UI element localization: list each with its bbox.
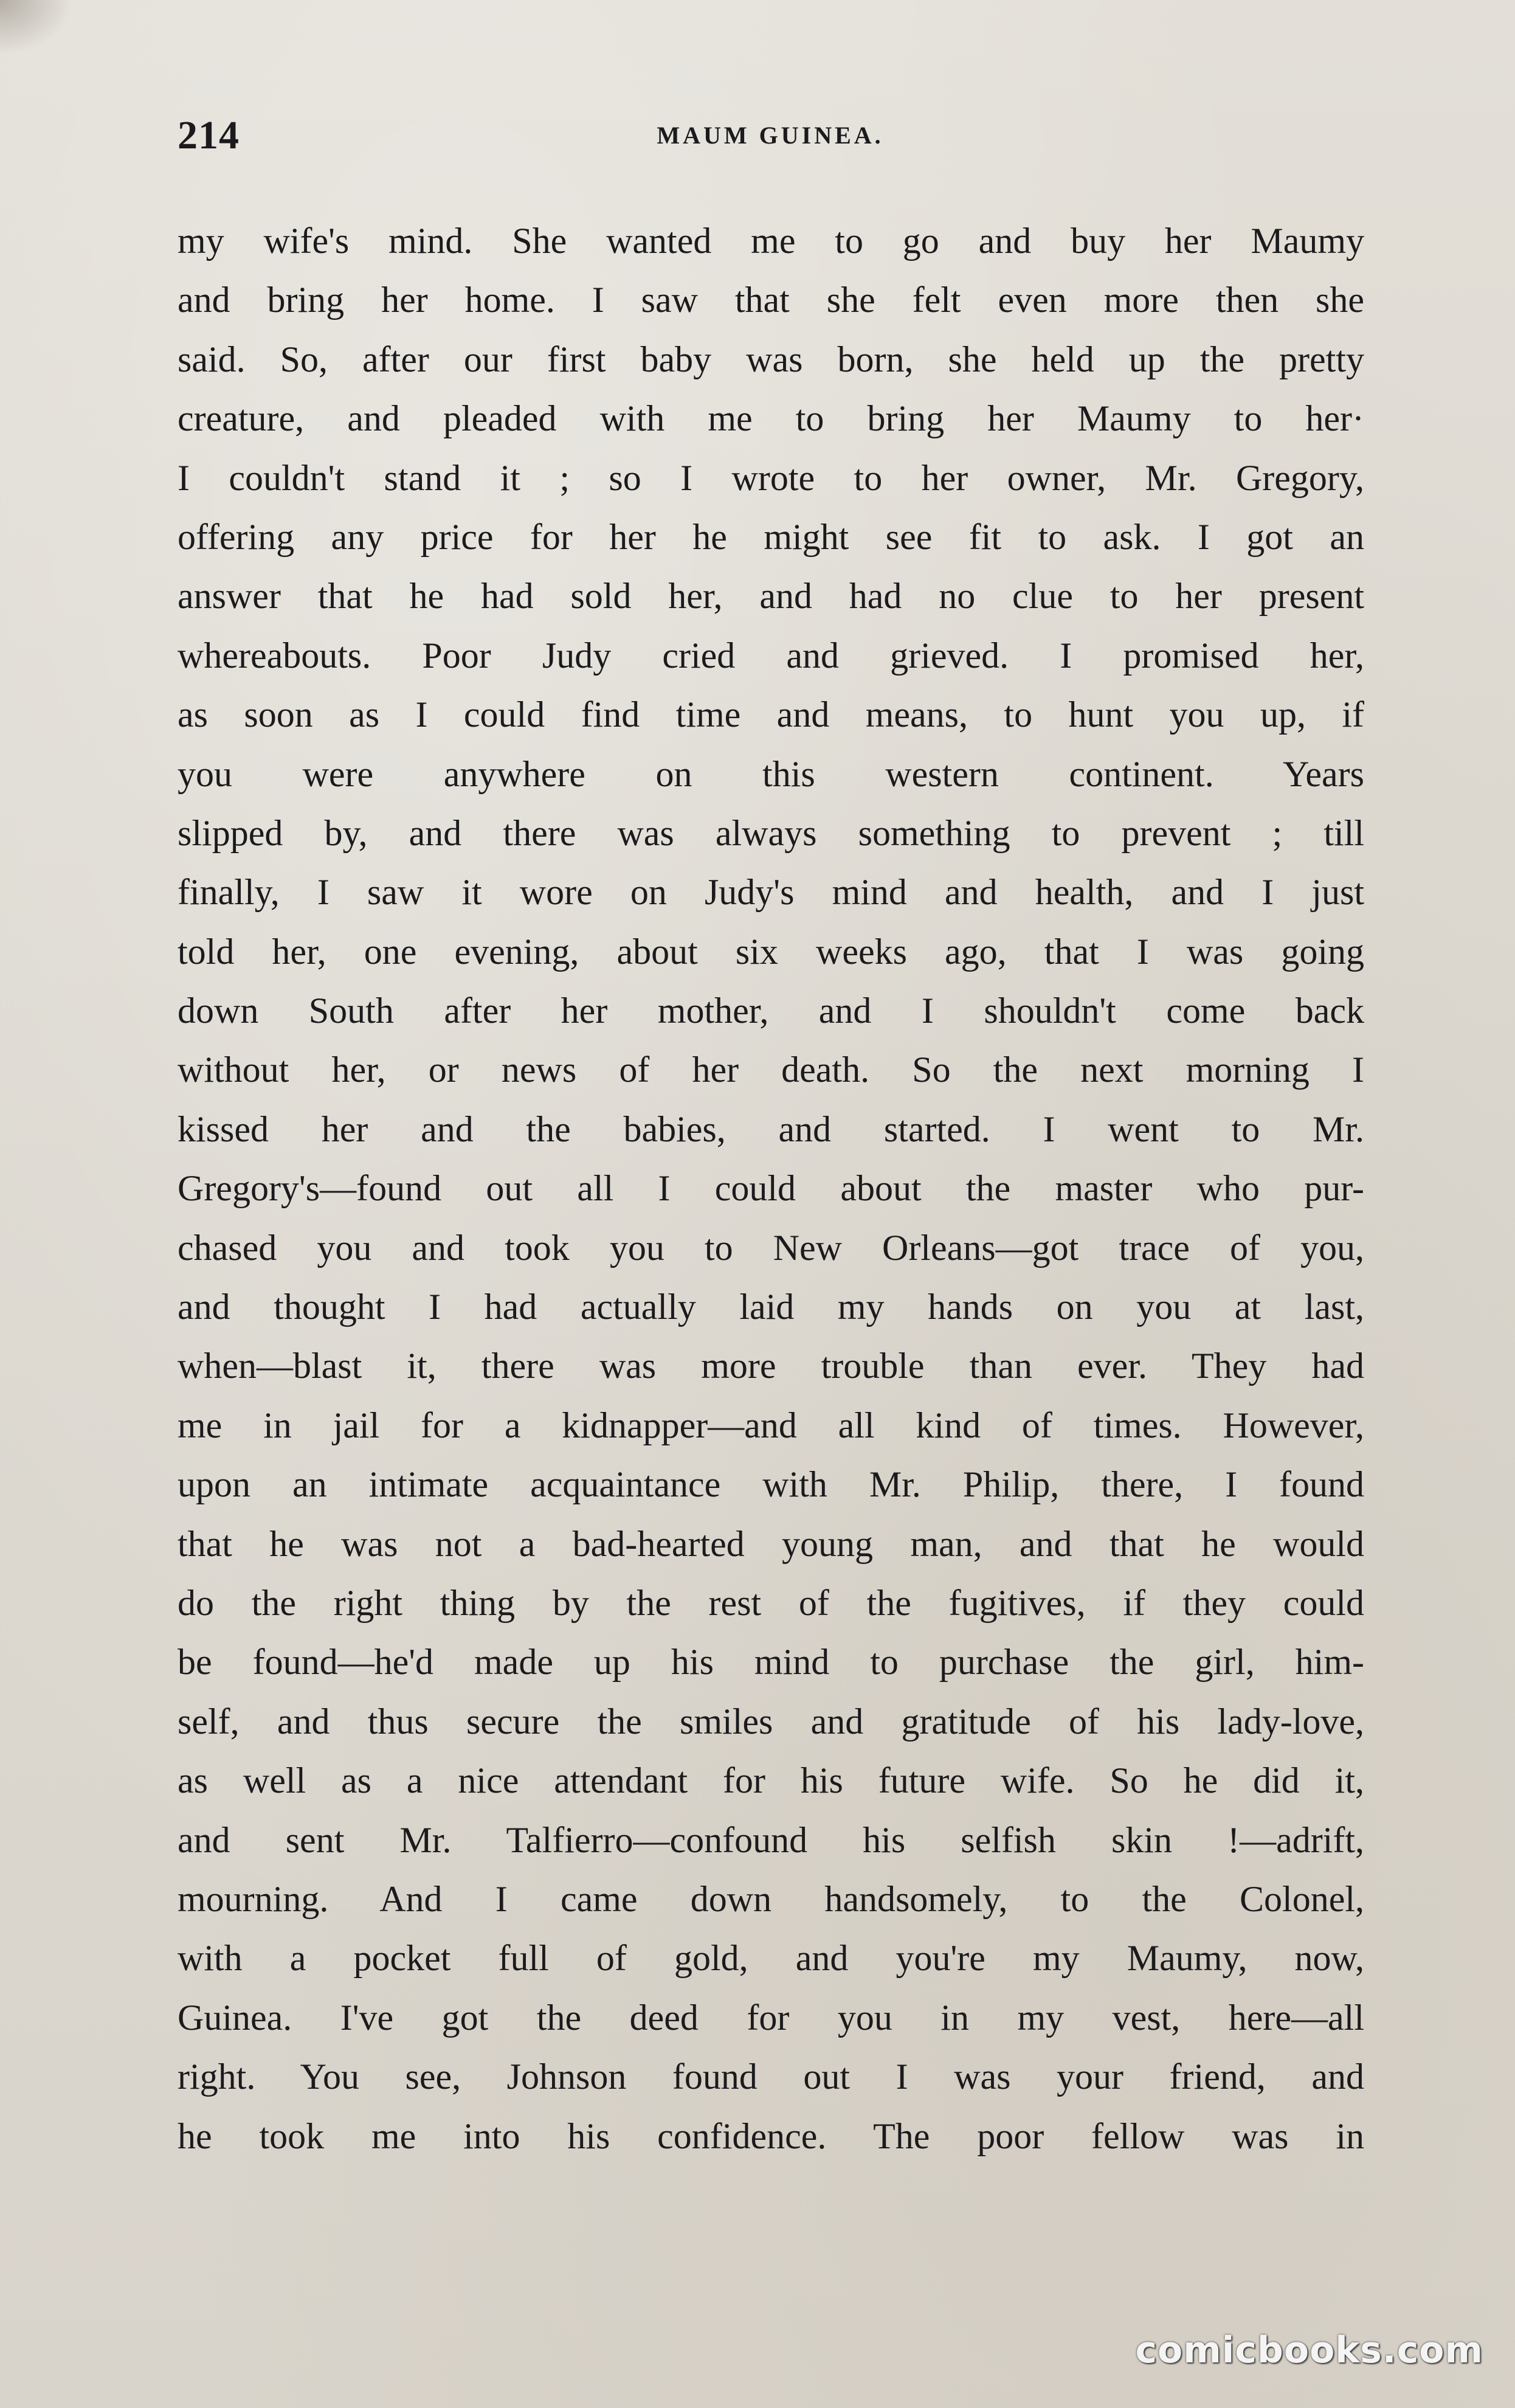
text-line: with a pocket full of gold, and you're my Maumy, now, [178,1938,1364,1979]
text-line: slipped by, and there was always something to prevent ; till [178,812,1364,853]
text-line: that he was not a bad-hearted young man, and that he would [178,1523,1364,1564]
text-line: finally, I saw it wore on Judy's mind and health, and I just [178,872,1364,913]
text-line: he took me into his confidence. The poor fellow was in [178,2116,1364,2156]
page-corner-shadow [0,0,73,55]
text-line: Guinea. I've got the deed for you in my vest, here—all [178,1997,1364,2038]
text-line: right. You see, Johnson found out I was your friend, and [178,2057,1364,2097]
text-line: as well as a nice attendant for his future wife. So he did it, [178,1760,1364,1801]
text-line: down South after her mother, and I shouldn't come back [178,991,1364,1031]
book-title: MAUM GUINEA. [657,122,884,149]
running-head [178,108,1363,163]
text-line: me in jail for a kidnapper—and all kind of times. However, [178,1405,1364,1445]
text-line: be found—he'd made up his mind to purchase the girl, him- [178,1642,1364,1683]
text-line: whereabouts. Poor Judy cried and grieved. I promised her, [178,635,1364,676]
text-line: as soon as I could find time and means, to hunt you up, if [178,694,1364,735]
body-text [178,212,1364,2166]
text-line: upon an intimate acquaintance with Mr. Philip, there, I found [178,1464,1364,1505]
text-line: told her, one evening, about six weeks ago, that I was going [178,931,1364,972]
text-line: when—blast it, there was more trouble than ever. They had [178,1346,1364,1386]
text-line: said. So, after our first baby was born, she held up the pretty [178,339,1364,379]
text-line: kissed her and the babies, and started. I went to Mr. [178,1109,1364,1149]
text-line: self, and thus secure the smiles and gratitude of his lady-love, [178,1701,1364,1742]
text-line: do the right thing by the rest of the fugitives, if they could [178,1582,1364,1623]
site-watermark: comicbooks.com [1135,2329,1483,2372]
text-line: answer that he had sold her, and had no clue to her present [178,576,1364,617]
text-line: and bring her home. I saw that she felt even more then she [178,280,1364,320]
text-line: and sent Mr. Talfierro—confound his selfish skin !—adrift, [178,1819,1364,1860]
text-line: offering any price for her he might see fit to ask. I got an [178,516,1364,557]
text-line: creature, and pleaded with me to bring her Maumy to her· [178,398,1364,439]
page-number: 214 [178,113,240,157]
text-line: Gregory's—found out all I could about the master who pur- [178,1168,1364,1209]
text-line: I couldn't stand it ; so I wrote to her owner, Mr. Gregory, [178,457,1364,498]
text-line: you were anywhere on this western continent. Years [178,753,1364,794]
text-line: chased you and took you to New Orleans—got trace of you, [178,1227,1364,1268]
text-line: mourning. And I came down handsomely, to the Colonel, [178,1878,1364,1919]
text-line: and thought I had actually laid my hands on you at last, [178,1287,1364,1327]
text-line: without her, or news of her death. So the next morning I [178,1050,1364,1090]
text-line: my wife's mind. She wanted me to go and buy her Maumy [178,221,1364,261]
